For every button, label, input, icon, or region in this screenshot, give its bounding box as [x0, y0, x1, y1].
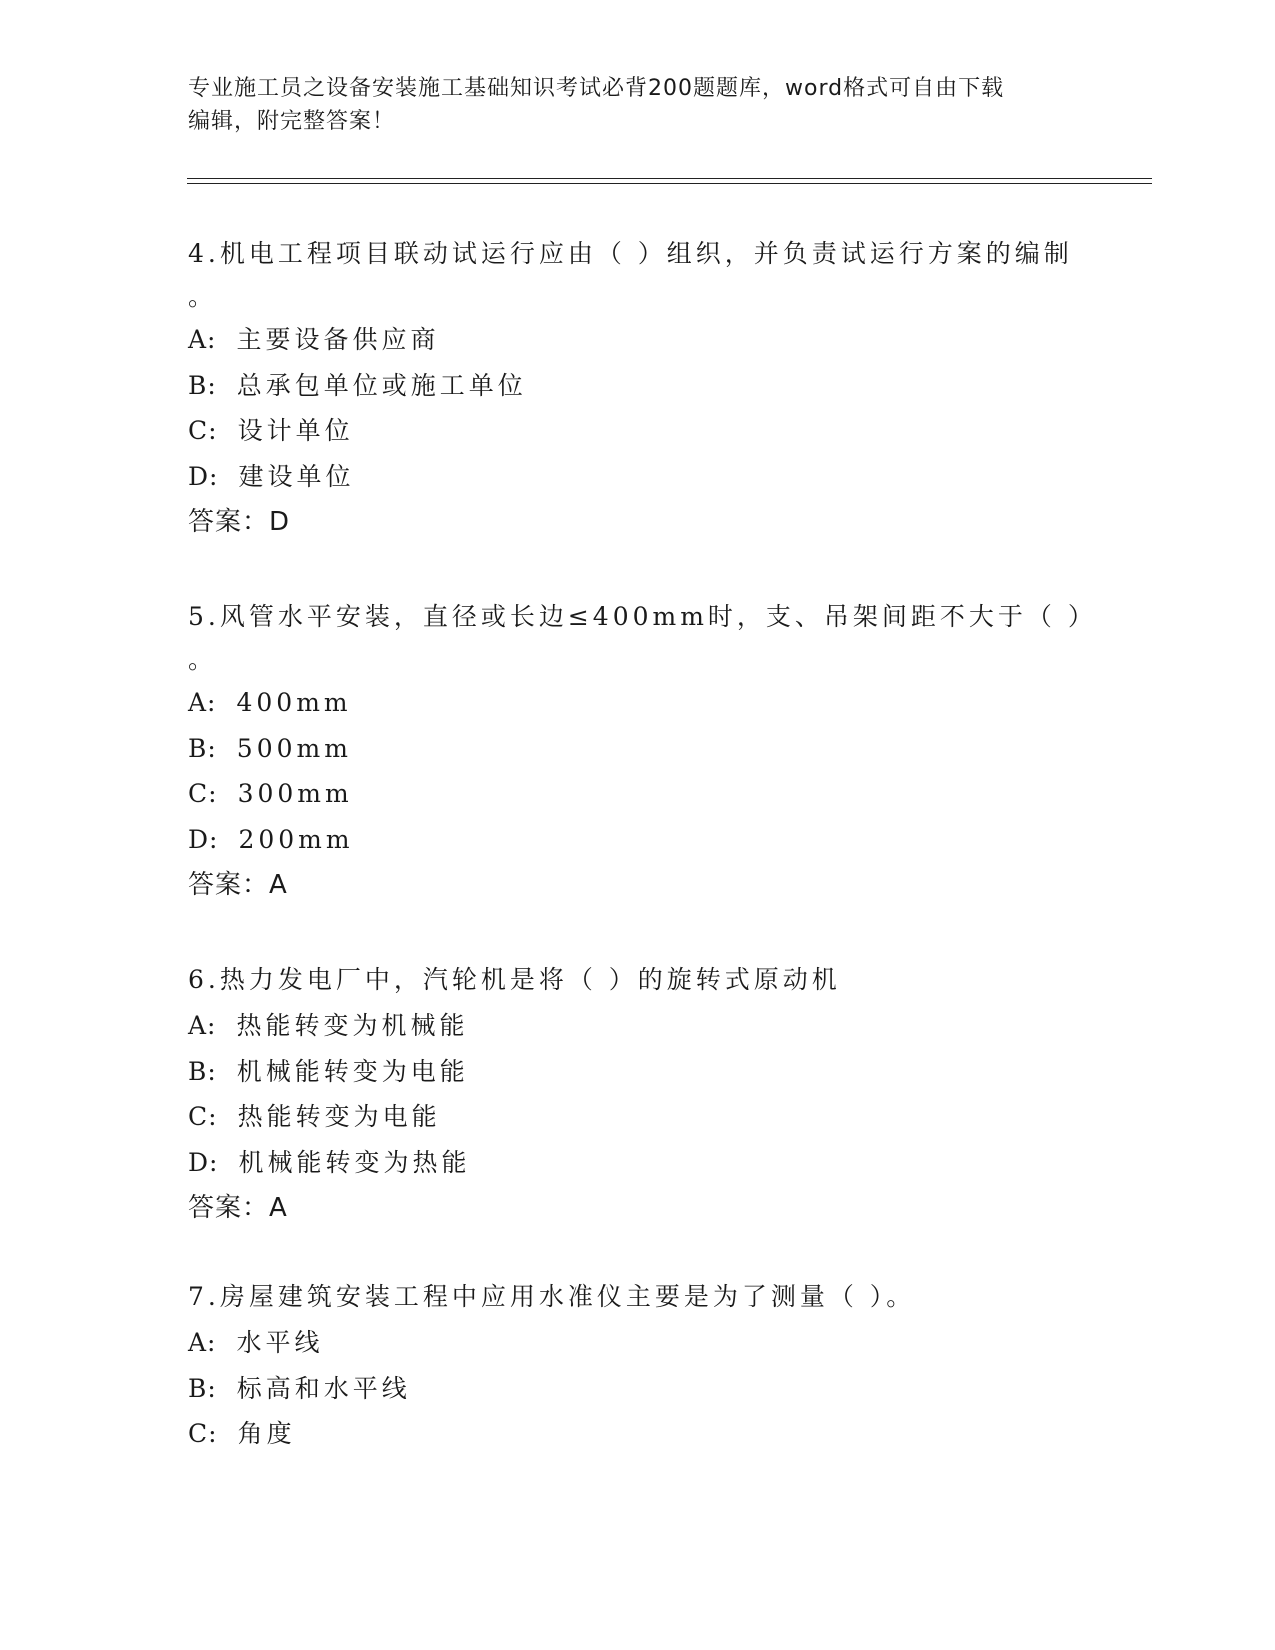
option-key: D:	[188, 824, 219, 854]
option-d	[188, 1140, 1088, 1186]
question-stem: 5.风管水平安装，直径或长边≤400mm时，支、吊架间距不大于（ ）	[188, 602, 1097, 631]
question-6	[188, 957, 1088, 1231]
option-key: D:	[188, 1147, 219, 1177]
option-text: 400mm	[236, 688, 352, 717]
option-key: B:	[188, 733, 217, 763]
option-b	[188, 363, 1088, 409]
question-stem: 4.机电工程项目联动试运行应由（ ）组织，并负责试运行方案的编制	[188, 239, 1073, 268]
option-key: C:	[188, 416, 218, 445]
option-text: 设计单位	[237, 416, 354, 445]
option-key: C:	[188, 1419, 218, 1448]
option-text: 300mm	[237, 779, 353, 808]
option-d	[188, 817, 1088, 863]
question-7	[188, 1274, 1088, 1457]
option-a	[188, 317, 1088, 363]
option-key: D:	[188, 461, 219, 491]
option-text: 热能转变为机械能	[236, 1011, 469, 1040]
option-key: B:	[188, 1373, 217, 1403]
option-text: 热能转变为电能	[237, 1102, 441, 1131]
option-text: 主要设备供应商	[236, 325, 440, 354]
option-key: A:	[188, 325, 217, 354]
document-header	[188, 72, 1088, 138]
option-text: 总承包单位或施工单位	[236, 370, 527, 400]
header-divider-top	[187, 178, 1152, 179]
answer: 答案：A	[188, 1193, 288, 1223]
option-key: C:	[188, 779, 218, 808]
header-title-line-1: 专业施工员之设备安装施工基础知识考试必背200题题库，word格式可自由下载	[188, 76, 1005, 101]
option-key: B:	[188, 1056, 217, 1086]
option-key: B:	[188, 370, 217, 400]
option-c	[188, 771, 1088, 817]
option-text: 水平线	[236, 1328, 324, 1357]
question-stem: 7.房屋建筑安装工程中应用水准仪主要是为了测量（ ）。	[188, 1282, 916, 1311]
answer: 答案：A	[188, 870, 288, 900]
option-key: A:	[188, 688, 217, 717]
header-title-line-2: 编辑，附完整答案！	[188, 109, 396, 134]
question-stem: 6.热力发电厂中，汽轮机是将（ ）的旋转式原动机	[188, 965, 841, 994]
question-stem-continuation: 。	[188, 645, 218, 674]
option-text: 500mm	[236, 733, 352, 763]
option-a	[188, 1003, 1088, 1049]
option-key: A:	[188, 1328, 217, 1357]
option-text: 机械能转变为热能	[238, 1147, 471, 1177]
option-text: 建设单位	[238, 461, 355, 491]
option-c	[188, 1411, 1088, 1457]
option-b	[188, 1049, 1088, 1095]
option-a	[188, 680, 1088, 726]
option-key: C:	[188, 1102, 218, 1131]
answer: 答案：D	[188, 507, 291, 537]
option-key: A:	[188, 1011, 217, 1040]
option-b	[188, 726, 1088, 772]
option-text: 角度	[237, 1419, 296, 1448]
option-c	[188, 1094, 1088, 1140]
option-d	[188, 454, 1088, 500]
option-a	[188, 1320, 1088, 1366]
question-stem-continuation: 。	[188, 282, 218, 311]
header-divider-bottom	[187, 183, 1152, 184]
question-4	[188, 231, 1088, 545]
question-5	[188, 594, 1097, 908]
option-c	[188, 408, 1088, 454]
option-text: 标高和水平线	[236, 1373, 411, 1403]
option-text: 200mm	[238, 824, 354, 854]
option-text: 机械能转变为电能	[236, 1056, 469, 1086]
option-b	[188, 1366, 1088, 1412]
